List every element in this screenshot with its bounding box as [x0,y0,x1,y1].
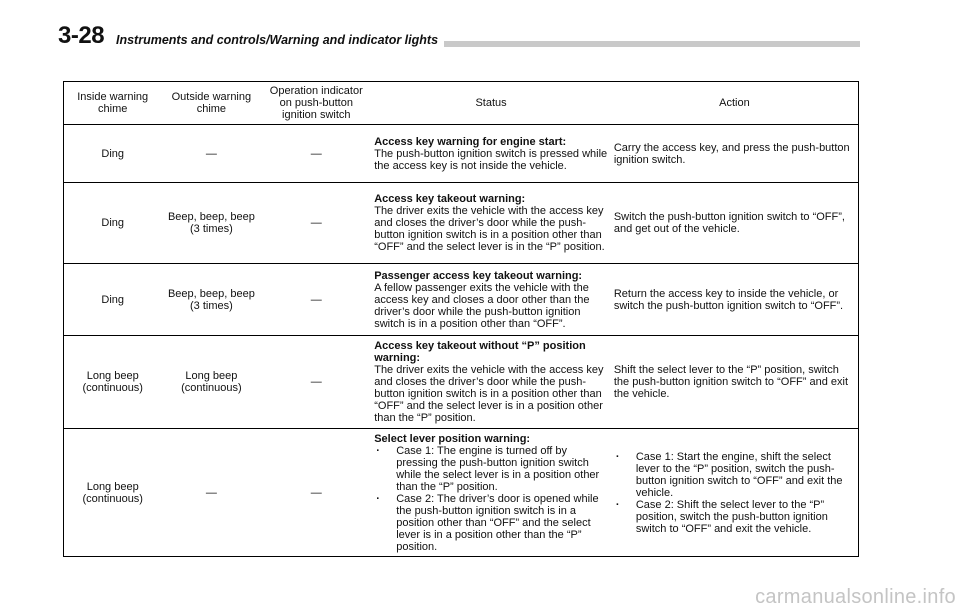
status-title: Access key takeout warning: [374,193,526,205]
cell-action: Return the access key to inside the vehicle, or switch the push-button ignition switch to “OFF”. [613,287,844,312]
col-action: Action [611,82,859,125]
page-number: 3-28 [58,22,105,49]
col-status: Status [371,82,611,125]
table-row [64,183,859,264]
cell-indicator: — [310,376,322,388]
action-bullet: . Case 2: Shift the select lever to the “P” position, switch the push-button ignition switch to “OFF” and exit the vehicle. [614,499,855,535]
cell-inside: Ding [101,147,125,160]
cell-action: Shift the select lever to the “P” position, switch the push-button ignition switch to “OFF” and exit the vehicle. [613,364,849,400]
cell-inside: Long beep (continuous) [82,480,143,505]
page-header [58,22,860,56]
cell-status [371,125,611,183]
cell-outside: Beep, beep, beep (3 times) [167,287,255,312]
table-row [64,125,859,183]
cell-inside: Ding [101,217,125,229]
cell-indicator: — [310,486,322,499]
cell-outside: — [205,147,217,160]
cell-inside: Ding [101,293,125,306]
cell-outside: Long beep (continuous) [181,370,242,394]
cell-indicator: — [310,293,322,306]
status-bullet: . Case 2: The driver’s door is opened while the push-button ignition switch is in a position other than “OFF” and the select lever is in a position other than the “P” position. [374,493,608,553]
table-row [64,336,859,429]
cell-status [371,264,611,336]
table-row [64,264,859,336]
cell-status [371,183,611,264]
cell-inside: Long beep (continuous) [82,370,143,394]
status-bullet-list [374,445,608,553]
status-text: The driver exits the vehicle with the access key and closes the driver’s door while the push-button ignition switch is in a position other than “OFF” and the select lever is in a position other than the “P” position. [374,364,604,424]
cell-indicator: — [310,147,322,160]
action-bullet-list [614,451,855,535]
cell-status [371,429,611,557]
section-title [116,33,444,47]
col-inside-chime: Inside warning chime [64,82,162,125]
cell-action: Carry the access key, and press the push-button ignition switch. [613,141,850,166]
status-title: Access key warning for engine start: [374,135,567,148]
status-title: Access key takeout without “P” position warning: [374,340,586,364]
action-bullet: . Case 1: Start the engine, shift the select lever to the “P” position, switch the push-button ignition switch to “OFF” and exit the vehicle. [614,451,855,499]
warning-chime-table [63,81,859,557]
cell-action: Switch the push-button ignition switch to “OFF”, and get out of the vehicle. [613,211,845,235]
cell-indicator: — [310,217,322,229]
status-text: The driver exits the vehicle with the access key and closes the driver’s door while the push-button ignition switch is in a position other than “OFF” and the select lever is in the “P” position. [374,205,605,253]
cell-outside: — [205,486,217,499]
col-operation-indicator: Operation indicator on push-button ignition switch [261,82,371,125]
watermark: carmanualsonline.info [755,586,956,608]
table-header-row [64,82,859,125]
cell-outside: Beep, beep, beep (3 times) [167,211,255,235]
status-title: Passenger access key takeout warning: [374,269,583,282]
section-title-text: Instruments and controls/Warning and indicator lights [116,33,444,47]
status-title: Select lever position warning: [374,432,531,445]
col-outside-chime: Outside warning chime [161,82,261,125]
status-text: The push-button ignition switch is pressed while the access key is not inside the vehicle. [374,147,608,172]
status-bullet: . Case 1: The engine is turned off by pressing the push-button ignition switch while the select lever is in a position other than the “P” position. [374,445,608,493]
status-text: A fellow passenger exits the vehicle with the access key and closes a door other than the driver’s door while the push-button ignition switch is in a position other than “OFF”. [374,281,590,330]
cell-action [611,429,859,557]
cell-status [371,336,611,429]
table-row [64,429,859,557]
